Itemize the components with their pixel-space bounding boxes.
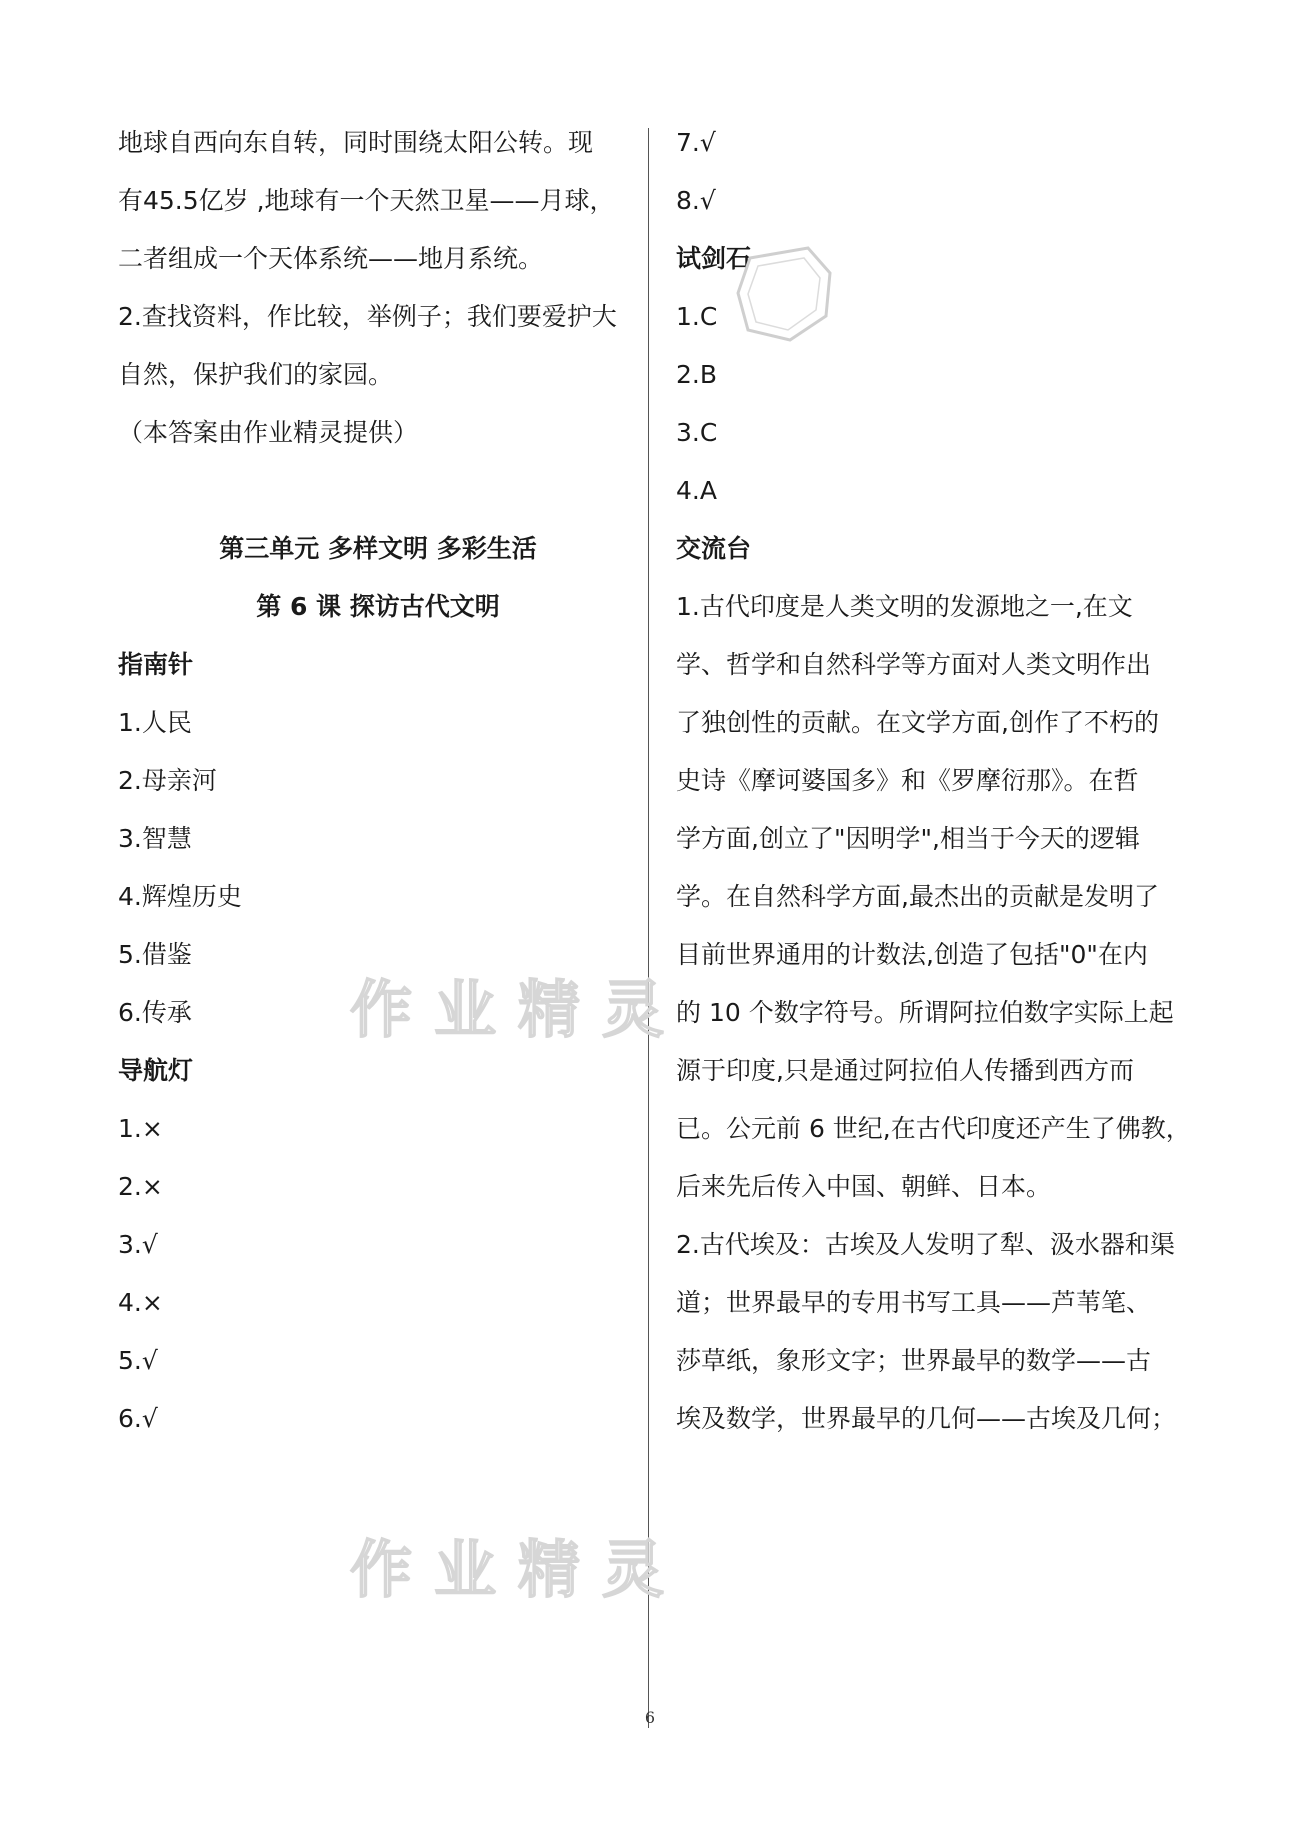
- watermark-stamp-icon: [730, 238, 840, 348]
- answer-item: 2.母亲河: [118, 766, 217, 795]
- unit-title: 第三单元 多样文明 多彩生活: [219, 534, 537, 563]
- answer-item: 1.人民: [118, 708, 192, 737]
- text-line: 学、哲学和自然科学等方面对人类文明作出: [676, 650, 1152, 679]
- answer-item: 3.√: [118, 1230, 158, 1259]
- page-number: 6: [644, 1708, 656, 1727]
- section-heading: 交流台: [676, 534, 752, 563]
- text-line: 源于印度,只是通过阿拉伯人传播到西方而: [676, 1056, 1134, 1085]
- text-line: 埃及数学，世界最早的几何——古埃及几何；: [676, 1404, 1177, 1433]
- text-line: 史诗《摩诃婆国多》和《罗摩衍那》。在哲: [676, 766, 1139, 795]
- answer-item: 6.√: [118, 1404, 158, 1433]
- answer-item: 5.√: [118, 1346, 158, 1375]
- answer-item: 7.√: [676, 128, 716, 157]
- answer-item: 1.C: [676, 302, 718, 331]
- text-line: 学。在自然科学方面,最杰出的贡献是发明了: [676, 882, 1159, 911]
- text-line: 自然，保护我们的家园。: [118, 360, 394, 389]
- text-line: 已。公元前 6 世纪,在古代印度还产生了佛教，: [676, 1114, 1191, 1143]
- answer-item: 4.×: [118, 1288, 163, 1317]
- answer-item: 3.智慧: [118, 824, 192, 853]
- answer-item: 2.B: [676, 360, 718, 389]
- section-heading: 试剑石: [676, 244, 752, 273]
- text-line: 有45.5亿岁 ,地球有一个天然卫星——月球，: [118, 186, 615, 215]
- text-line: 二者组成一个天体系统——地月系统。: [118, 244, 544, 273]
- answer-item: 4.辉煌历史: [118, 882, 242, 911]
- text-line: （本答案由作业精灵提供）: [118, 418, 419, 447]
- answer-item: 5.借鉴: [118, 940, 192, 969]
- text-line: 2.查找资料，作比较，举例子；我们要爱护大: [118, 302, 617, 331]
- answer-item: 6.传承: [118, 998, 192, 1027]
- column-divider: [648, 128, 649, 1728]
- answer-item: 8.√: [676, 186, 716, 215]
- text-line: 了独创性的贡献。在文学方面,创作了不朽的: [676, 708, 1159, 737]
- section-heading: 导航灯: [118, 1056, 194, 1085]
- section-heading: 指南针: [118, 650, 194, 679]
- answer-item: 4.A: [676, 476, 717, 505]
- text-line: 莎草纸，象形文字；世界最早的数学——古: [676, 1346, 1152, 1375]
- answer-item: 1.×: [118, 1114, 163, 1143]
- answer-item: 3.C: [676, 418, 718, 447]
- text-line: 后来先后传入中国、朝鲜、日本。: [676, 1172, 1052, 1201]
- answer-item: 2.×: [118, 1172, 163, 1201]
- text-line: 2.古代埃及：古埃及人发明了犁、汲水器和渠: [676, 1230, 1175, 1259]
- text-line: 目前世界通用的计数法,创造了包括"0"在内: [676, 940, 1148, 969]
- text-line: 1.古代印度是人类文明的发源地之一,在文: [676, 592, 1133, 621]
- text-line: 学方面,创立了"因明学",相当于今天的逻辑: [676, 824, 1140, 853]
- text-line: 道；世界最早的专用书写工具——芦苇笔、: [676, 1288, 1152, 1317]
- watermark: 作业精灵: [350, 973, 687, 1046]
- watermark: 作业精灵: [350, 1533, 687, 1606]
- text-line: 地球自西向东自转，同时围绕太阳公转。现: [118, 128, 594, 157]
- lesson-title: 第 6 课 探访古代文明: [256, 592, 500, 621]
- text-line: 的 10 个数字符号。所谓阿拉伯数字实际上起: [676, 998, 1174, 1027]
